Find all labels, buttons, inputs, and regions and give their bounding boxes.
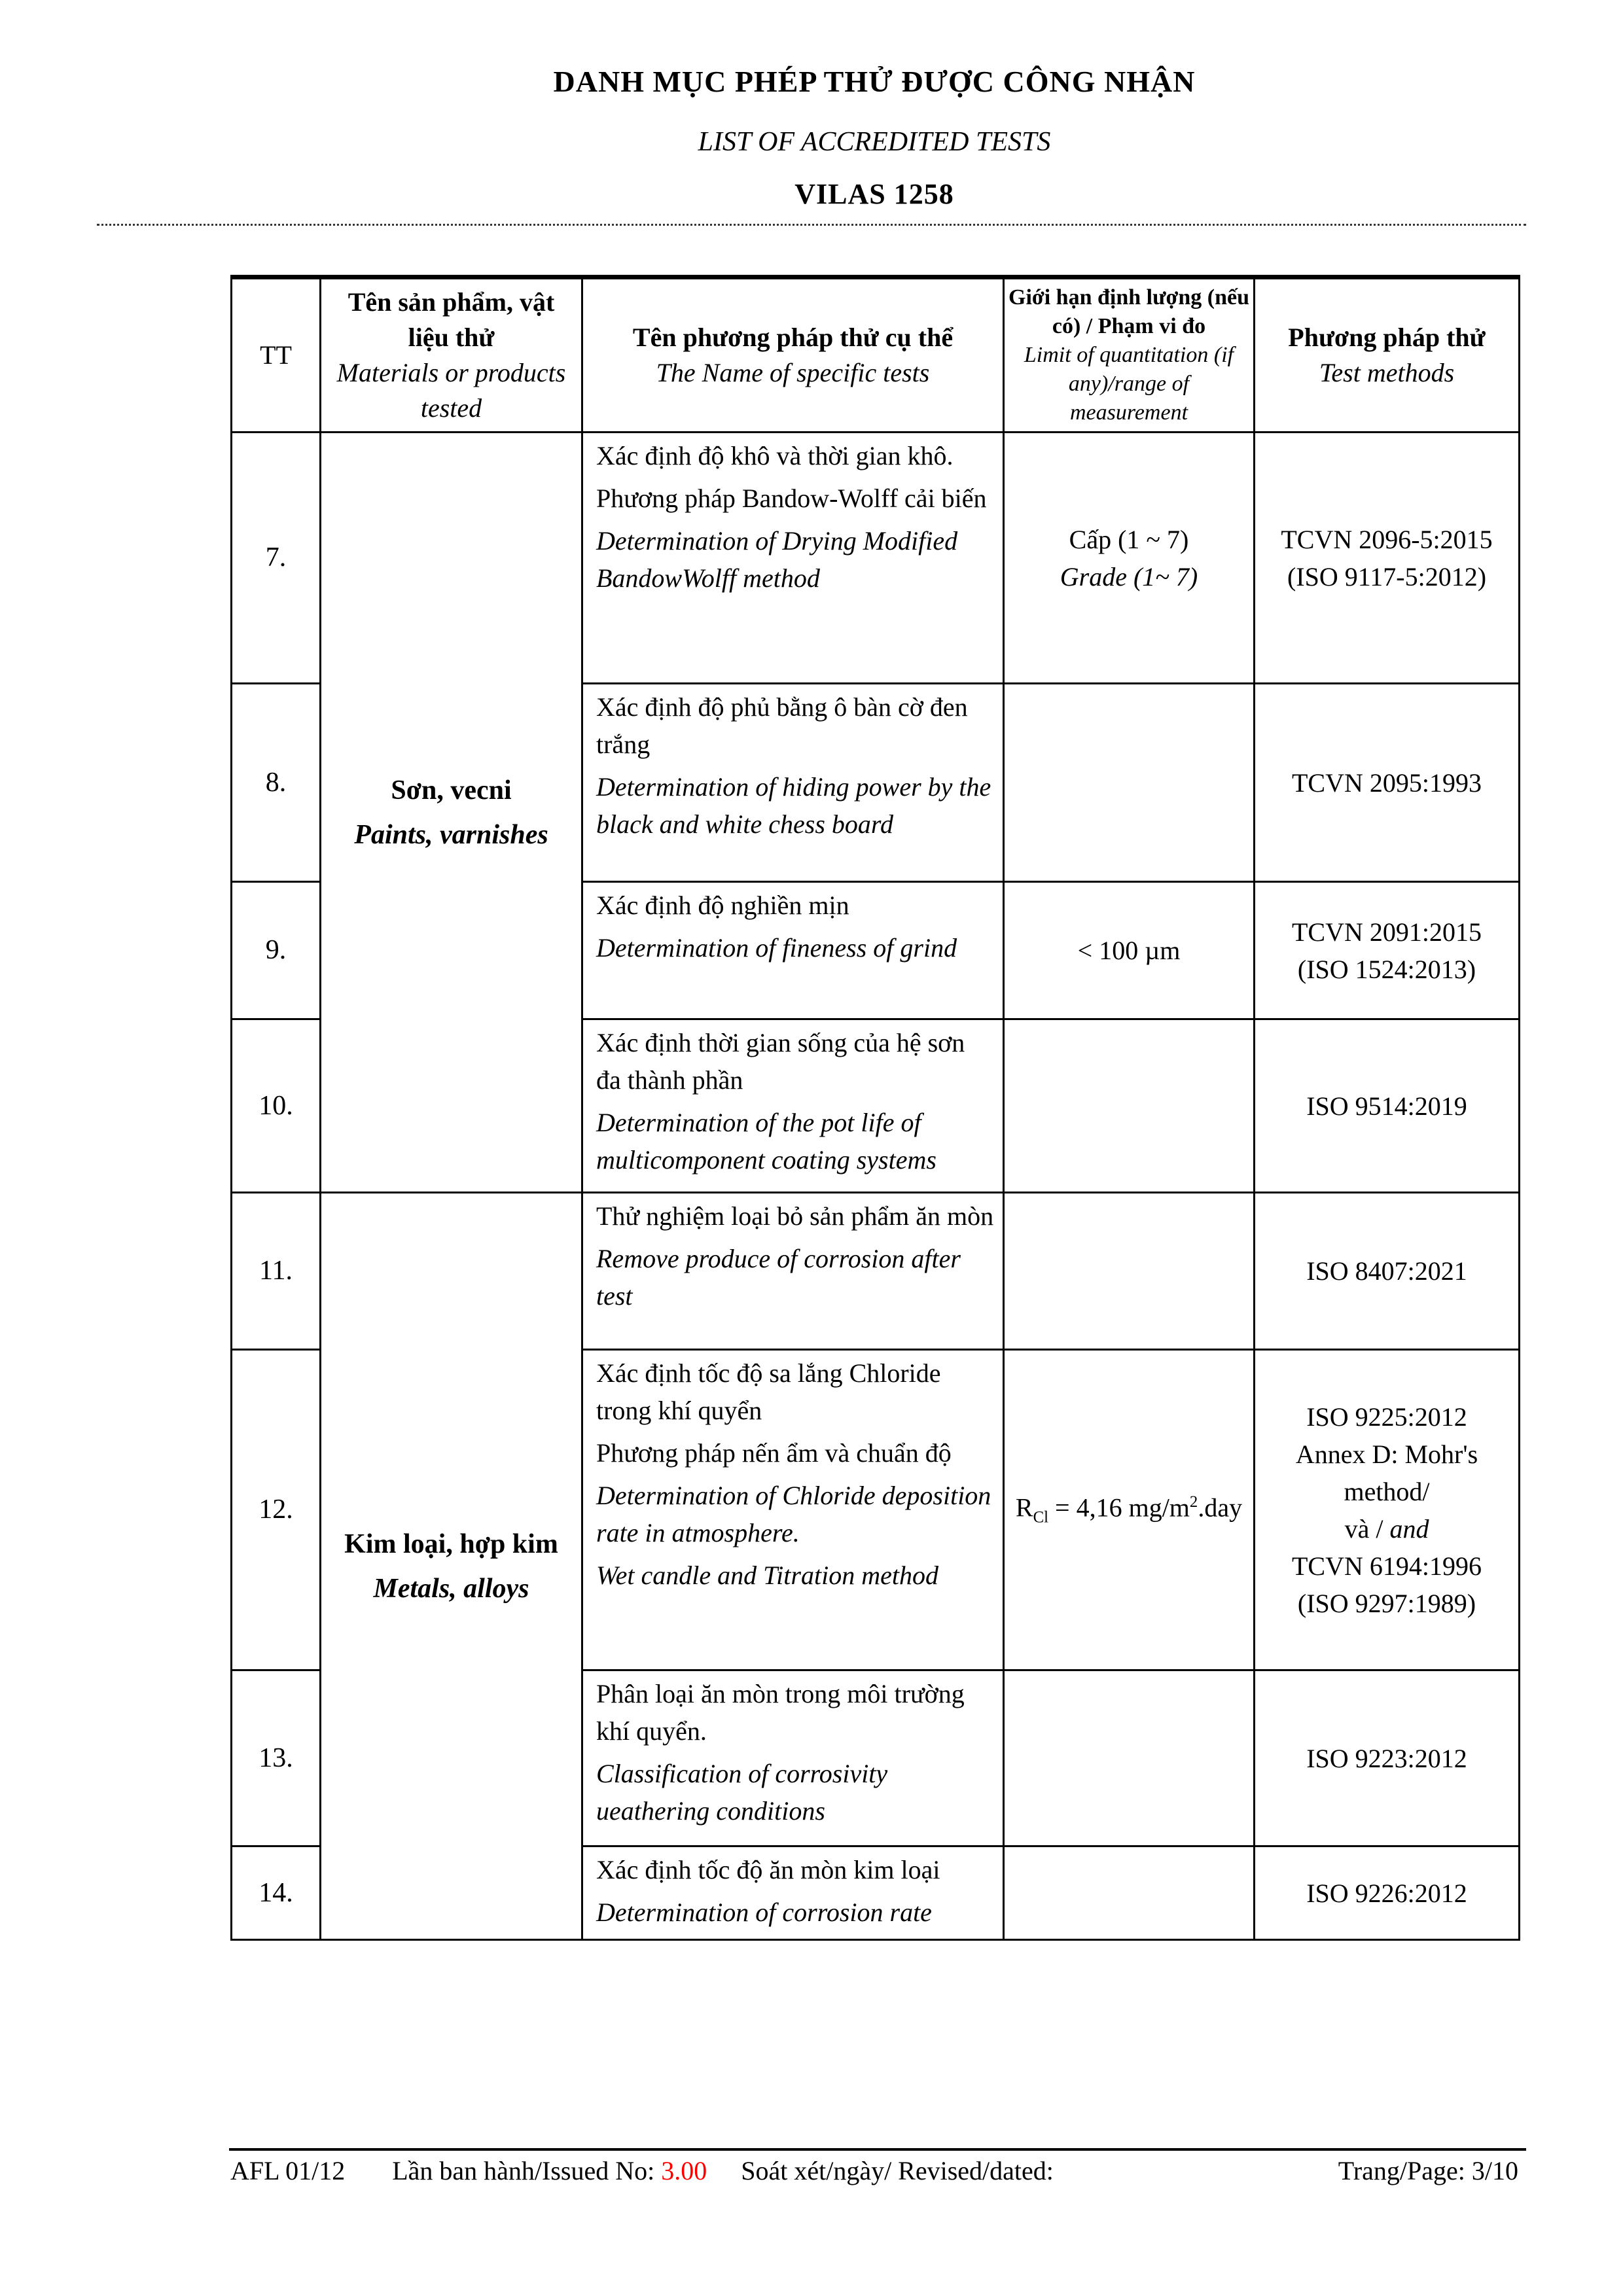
text-line: [1260, 558, 1513, 595]
text-line: [1260, 1547, 1513, 1585]
text-run: ISO 9514:2019: [1306, 1091, 1467, 1121]
text-run: TT: [260, 340, 292, 370]
text-line: [325, 355, 577, 426]
text-run: Test methods: [1319, 358, 1455, 387]
text-line: [1011, 521, 1247, 558]
text-line: [596, 522, 995, 597]
text-line: [596, 1434, 995, 1472]
text-line: [596, 1755, 995, 1829]
text-line: [596, 1851, 995, 1888]
text-line: [596, 887, 995, 924]
cell-test-name: [582, 1193, 1004, 1350]
cell-tt: [232, 1019, 321, 1193]
page-footer: [230, 2155, 1518, 2186]
text-run: Cấp (1 ~ 7): [1069, 524, 1189, 554]
text-line: [235, 1740, 317, 1777]
column-header-0: [232, 277, 321, 433]
text-run: 9.: [265, 935, 287, 965]
text-run: Phân loại ăn mòn trong môi trường khí quyển.: [596, 1679, 965, 1746]
cell-material-group: [321, 433, 582, 1193]
text-run: Tên phương pháp thử cụ thể: [632, 323, 954, 352]
text-line: [596, 688, 995, 763]
text-line: [1259, 355, 1514, 391]
text-run: ISO 9223:2012: [1306, 1743, 1467, 1773]
text-run: Determination of hiding power by the black and white chess board: [596, 772, 991, 839]
text-line: [1260, 951, 1513, 988]
text-line: [327, 1569, 576, 1608]
text-line: [1260, 1510, 1513, 1547]
cell-tt: [232, 433, 321, 684]
page-title-vietnamese: DANH MỤC PHÉP THỬ ĐƯỢC CÔNG NHẬN: [553, 65, 1196, 98]
text-line: [1260, 1585, 1513, 1622]
document-header: [230, 64, 1518, 211]
text-run: Limit of quantitation (if any)/range of measurement: [1024, 343, 1234, 425]
column-header-4: [1255, 277, 1520, 433]
table-row: [232, 433, 1520, 684]
text-line: [596, 437, 995, 474]
cell-limit: [1004, 433, 1255, 684]
footer-divider: [229, 2148, 1526, 2151]
text-run: Phương pháp Bandow-Wolff cải biến: [596, 484, 987, 513]
text-run: 7.: [265, 542, 287, 573]
text-run: (ISO 9297:1989): [1297, 1588, 1476, 1618]
text-run: .day: [1198, 1492, 1243, 1523]
text-line: [596, 1557, 995, 1594]
text-run: The Name of specific tests: [656, 358, 930, 387]
text-line: [596, 1240, 995, 1315]
text-run: Kim loại, hợp kim: [344, 1528, 558, 1559]
text-run: 13.: [259, 1742, 293, 1773]
text-run: 11.: [259, 1256, 293, 1286]
cell-limit: [1004, 1019, 1255, 1193]
text-run: Cl: [1033, 1508, 1049, 1527]
text-run: Paints, varnishes: [354, 819, 548, 850]
text-run: 12.: [259, 1494, 293, 1525]
text-run: Wet candle and Titration method: [596, 1561, 938, 1590]
column-header-3: [1004, 277, 1255, 433]
cell-tt: [232, 882, 321, 1019]
text-run: 8.: [265, 767, 287, 798]
column-header-2: [582, 277, 1004, 433]
text-line: [1011, 558, 1247, 595]
text-line: [1011, 932, 1247, 969]
text-run: Tên sản phẩm, vật liệu thử: [348, 287, 555, 352]
cell-limit: [1004, 684, 1255, 882]
revised-dated-label: Soát xét/ngày/ Revised/dated:: [741, 2156, 1054, 2185]
cell-test-name: [582, 684, 1004, 882]
text-run: Annex D: Mohr's method/: [1295, 1439, 1478, 1506]
text-line: [596, 768, 995, 843]
text-run: Thử nghiệm loại bỏ sản phẩm ăn mòn: [596, 1201, 994, 1231]
text-run: Xác định độ khô và thời gian khô.: [596, 441, 954, 470]
text-line: [1260, 1436, 1513, 1510]
accredited-tests-table: [230, 275, 1520, 1941]
text-run: ISO 9225:2012: [1306, 1402, 1467, 1432]
text-run: (ISO 9117-5:2012): [1287, 561, 1487, 592]
text-line: [235, 1252, 317, 1290]
text-run: Xác định thời gian sống của hệ sơn đa thành phần: [596, 1028, 965, 1095]
text-run: Xác định tốc độ ăn mòn kim loại: [596, 1855, 940, 1884]
page-title-english: LIST OF ACCREDITED TESTS: [698, 127, 1051, 157]
text-run: 14.: [259, 1877, 293, 1908]
text-line: [1260, 1252, 1513, 1290]
text-run: (ISO 1524:2013): [1297, 954, 1476, 984]
text-line: [235, 1875, 317, 1912]
text-line: [596, 1894, 995, 1931]
text-run: = 4,16 mg/m: [1048, 1492, 1190, 1523]
cell-tt: [232, 1350, 321, 1670]
form-code: AFL 01/12: [230, 2156, 346, 2185]
cell-test-name: [582, 1019, 1004, 1193]
text-line: [596, 1104, 995, 1178]
text-line: [235, 539, 317, 576]
cell-tt: [232, 1193, 321, 1350]
text-line: [596, 1354, 995, 1429]
text-line: [1011, 1483, 1247, 1536]
text-line: [235, 1087, 317, 1125]
text-run: Metals, alloys: [373, 1573, 529, 1604]
page-number: Trang/Page: 3/10: [1338, 2156, 1518, 2185]
text-run: TCVN 6194:1996: [1292, 1551, 1482, 1581]
text-run: Determination of corrosion rate: [596, 1898, 932, 1927]
text-run: 2: [1189, 1493, 1198, 1511]
text-line: [235, 932, 317, 969]
column-header-1: [321, 277, 582, 433]
cell-limit: [1004, 1193, 1255, 1350]
cell-test-method: [1255, 684, 1520, 882]
text-line: [1260, 1875, 1513, 1912]
text-run: < 100 µm: [1077, 936, 1181, 965]
cell-test-name: [582, 882, 1004, 1019]
text-run: Determination of the pot life of multicomponent coating systems: [596, 1108, 936, 1174]
text-run: Phương pháp nến ẩm và chuẩn độ: [596, 1438, 952, 1468]
text-line: [1260, 1398, 1513, 1436]
text-run: Xác định độ nghiền mịn: [596, 891, 849, 920]
header-divider: [97, 224, 1526, 226]
text-run: Classification of corrosivity ueathering conditions: [596, 1759, 888, 1826]
text-line: [235, 1491, 317, 1528]
cell-test-method: [1255, 1846, 1520, 1940]
text-line: [1260, 1740, 1513, 1777]
text-run: Determination of fineness of grind: [596, 933, 957, 963]
text-line: [596, 1024, 995, 1099]
table-header: [232, 277, 1520, 433]
text-run: 10.: [259, 1090, 293, 1121]
cell-test-method: [1255, 1019, 1520, 1193]
cell-limit: [1004, 1350, 1255, 1670]
text-line: [596, 929, 995, 966]
text-run: Determination of Drying Modified BandowWolff method: [596, 526, 958, 593]
text-line: [596, 480, 995, 517]
text-line: [1260, 1087, 1513, 1125]
text-run: Sơn, vecni: [391, 775, 512, 805]
cell-test-method: [1255, 1350, 1520, 1670]
text-line: [596, 1675, 995, 1750]
text-line: [1260, 764, 1513, 802]
issued-no-label: Lần ban hành/Issued No:: [392, 2156, 655, 2185]
text-run: Grade (1~ 7): [1060, 561, 1198, 592]
cell-tt: [232, 1670, 321, 1846]
cell-limit: [1004, 882, 1255, 1019]
text-line: [587, 355, 999, 391]
text-line: [1260, 521, 1513, 558]
text-line: [236, 338, 315, 373]
text-run: Materials or products tested: [336, 358, 566, 423]
issued-no-value: 3.00: [661, 2156, 707, 2185]
text-run: TCVN 2091:2015: [1292, 917, 1482, 947]
text-run: ISO 8407:2021: [1306, 1256, 1467, 1286]
text-line: [587, 320, 999, 355]
text-line: [596, 1197, 995, 1235]
cell-material-group: [321, 1193, 582, 1940]
text-run: Phương pháp thử: [1288, 323, 1486, 352]
table-row: [232, 1193, 1520, 1350]
cell-test-method: [1255, 1193, 1520, 1350]
vilas-code: VILAS 1258: [794, 178, 954, 210]
text-run: Giới hạn định lượng (nếu có) / Phạm vi đo: [1008, 285, 1249, 338]
table-header-row: [232, 277, 1520, 433]
text-line: [1008, 341, 1249, 427]
text-run: Determination of Chloride deposition rate in atmosphere.: [596, 1481, 991, 1547]
cell-test-name: [582, 1670, 1004, 1846]
cell-limit: [1004, 1846, 1255, 1940]
text-run: TCVN 2095:1993: [1292, 768, 1482, 798]
text-run: Remove produce of corrosion after test: [596, 1244, 961, 1311]
text-line: [1259, 320, 1514, 355]
cell-test-method: [1255, 1670, 1520, 1846]
cell-limit: [1004, 1670, 1255, 1846]
text-line: [325, 285, 577, 355]
text-line: [327, 1525, 576, 1564]
cell-test-method: [1255, 433, 1520, 684]
text-line: [327, 771, 576, 810]
text-run: ISO 9226:2012: [1306, 1878, 1467, 1908]
text-line: [327, 815, 576, 855]
text-run: and: [1389, 1513, 1429, 1544]
text-run: và /: [1344, 1513, 1390, 1544]
cell-tt: [232, 684, 321, 882]
text-run: R: [1015, 1492, 1033, 1523]
text-run: Xác định độ phủ bằng ô bàn cờ đen trắng: [596, 692, 968, 759]
text-line: [235, 764, 317, 802]
text-line: [1008, 283, 1249, 341]
issued-no: [392, 2155, 707, 2186]
text-line: [596, 1477, 995, 1551]
cell-tt: [232, 1846, 321, 1940]
table-body: [232, 433, 1520, 1940]
text-run: TCVN 2096-5:2015: [1281, 524, 1493, 554]
cell-test-name: [582, 1846, 1004, 1940]
text-run: Xác định tốc độ sa lắng Chloride trong khí quyển: [596, 1358, 941, 1425]
cell-test-method: [1255, 882, 1520, 1019]
cell-test-name: [582, 433, 1004, 684]
text-line: [1260, 913, 1513, 951]
cell-test-name: [582, 1350, 1004, 1670]
